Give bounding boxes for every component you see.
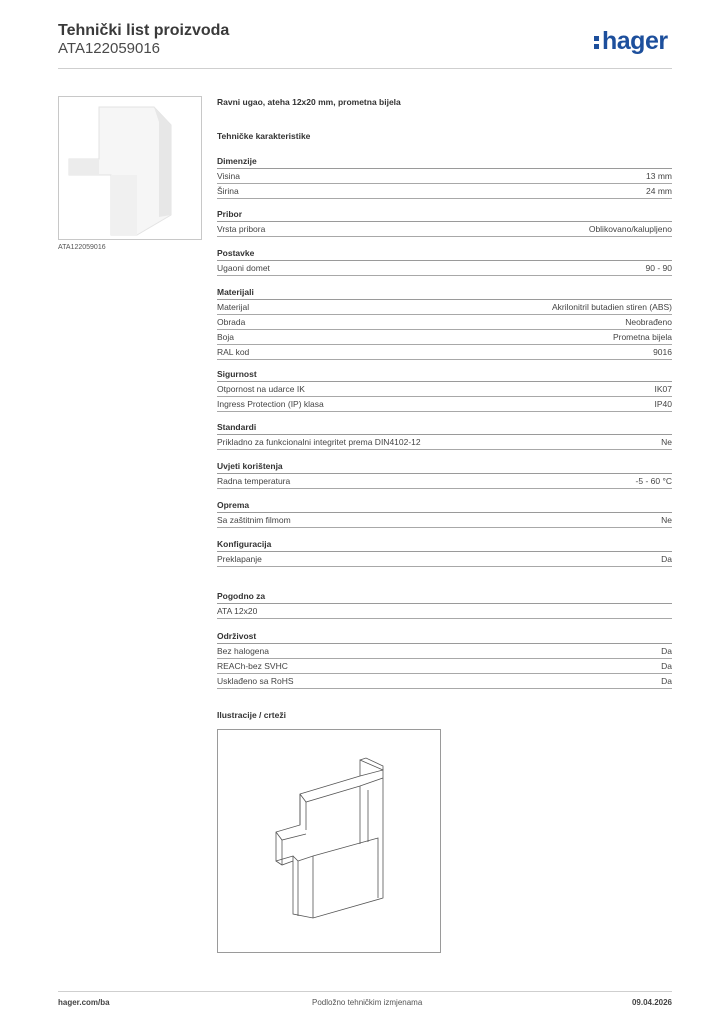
- spec-row: Sa zaštitnim filmom Ne: [217, 513, 672, 528]
- spec-row: Boja Prometna bijela: [217, 330, 672, 345]
- spec-row: Otpornost na udarce IK IK07: [217, 382, 672, 397]
- spec-row: Radna temperatura -5 - 60 °C: [217, 474, 672, 489]
- footer-divider: [58, 991, 672, 992]
- group-title: Održivost: [217, 630, 672, 644]
- spec-row: Visina 13 mm: [217, 169, 672, 184]
- spec-group-odrzivost: [217, 630, 672, 689]
- section-heading: Tehničke karakteristike: [217, 131, 311, 141]
- spec-row: Ugaoni domet 90 - 90: [217, 261, 672, 276]
- spec-row: Vrsta pribora Oblikovano/kalupljeno: [217, 222, 672, 237]
- group-title: Postavke: [217, 247, 672, 261]
- group-title: Pribor: [217, 208, 672, 222]
- illustrations-title: Ilustracije / crteži: [217, 710, 286, 720]
- group-title: Sigurnost: [217, 368, 672, 382]
- group-title: Oprema: [217, 499, 672, 513]
- spec-row: Bez halogena Da: [217, 644, 672, 659]
- group-title: Dimenzije: [217, 155, 672, 169]
- technical-drawing: [217, 729, 441, 953]
- product-photo: [58, 96, 202, 240]
- spec-row: Prikladno za funkcionalni integritet prema DIN4102-12 Ne: [217, 435, 672, 450]
- spec-group-dimenzije: [217, 155, 672, 199]
- group-title: Materijali: [217, 286, 672, 300]
- header-divider: [58, 68, 672, 69]
- footer-date: 09.04.2026: [631, 998, 672, 1007]
- product-code: ATA122059016: [58, 40, 161, 57]
- footer-website: hager.com/ba: [58, 998, 110, 1007]
- spec-row: Širina 24 mm: [217, 184, 672, 199]
- spec-row: Usklađeno sa RoHS Da: [217, 674, 672, 689]
- spec-group-sigurnost: [217, 368, 672, 412]
- group-title: Pogodno za: [217, 590, 672, 604]
- group-title: Uvjeti korištenja: [217, 460, 672, 474]
- spec-row: ATA 12x20: [217, 604, 672, 619]
- document-title: Tehnički list proizvoda: [58, 22, 230, 39]
- spec-group-postavke: [217, 247, 672, 276]
- spec-group-oprema: [217, 499, 672, 528]
- spec-row: REACh-bez SVHC Da: [217, 659, 672, 674]
- spec-group-materijali: [217, 286, 672, 360]
- spec-row: Obrada Neobrađeno: [217, 315, 672, 330]
- spec-row: Materijal Akrilonitril butadien stiren (ABS): [217, 300, 672, 315]
- hager-logo: hager: [594, 28, 668, 54]
- spec-group-pogodno-za: [217, 590, 672, 619]
- spec-group-pribor: [217, 208, 672, 237]
- spec-group-konfiguracija: [217, 538, 672, 567]
- group-title: Standardi: [217, 421, 672, 435]
- spec-row: Preklapanje Da: [217, 552, 672, 567]
- spec-group-uvjeti-koristenja: [217, 460, 672, 489]
- photo-caption: ATA122059016: [58, 244, 106, 251]
- group-title: Konfiguracija: [217, 538, 672, 552]
- spec-group-standardi: [217, 421, 672, 450]
- logo-dots-icon: [594, 33, 600, 52]
- spec-row: Ingress Protection (IP) klasa IP40: [217, 397, 672, 412]
- spec-row: RAL kod 9016: [217, 345, 672, 360]
- footer-note: Podložno tehničkim izmjenama: [312, 998, 423, 1007]
- technical-drawing-image: [218, 730, 440, 952]
- product-title: Ravni ugao, ateha 12x20 mm, prometna bijela: [217, 97, 401, 107]
- product-photo-image: [59, 97, 201, 239]
